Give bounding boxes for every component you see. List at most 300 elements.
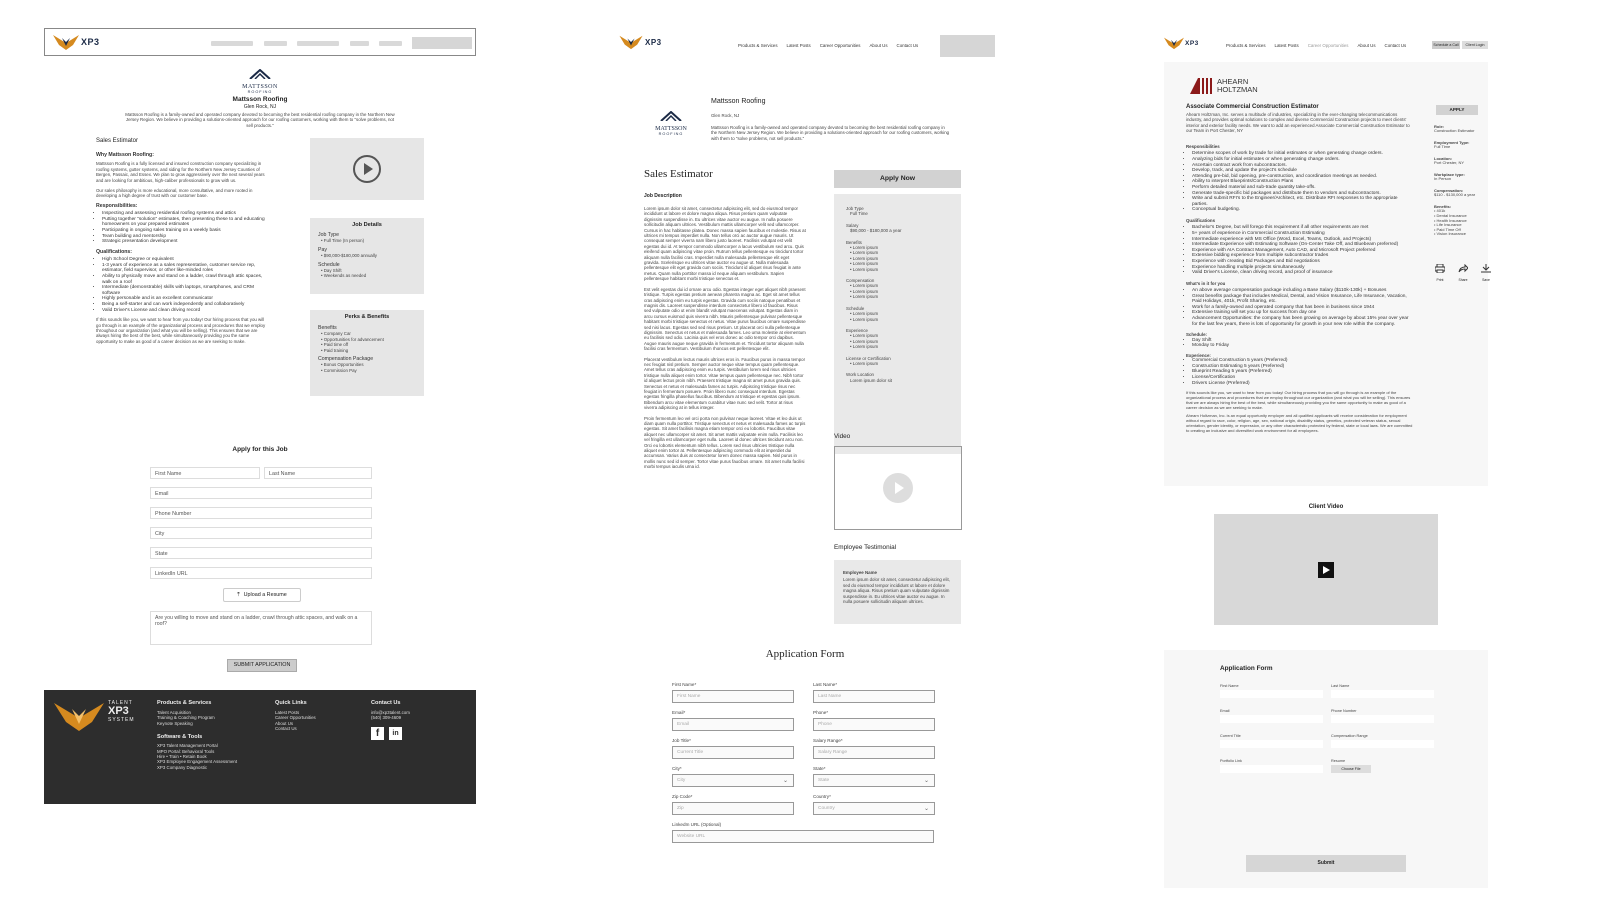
linkedin-field[interactable]: LinkedIn URL	[150, 567, 372, 579]
description-paragraph: Est velit egestas dui id ornare arcu odio. Egestas integer eget aliquet nibh praesent tristique. Turpis egestas pretium aenean pharetra magna ac. Eget sit amet tellus cras adipiscing enim eu turpis egestas. Gravida cum sociis natoque penatibus et magnis dis. Laoreet suspendisse interdum consectetur libero id faucibus. Risus sed vulputate odio ut enim blandit volutpat maecenas volutpat. Egestas diam in arcu cursus euismod quis viverra nibh. Mauris pellentesque pulvinar pellentesque habitant morbi tristique senectus et netus. Vitae purus faucibus ornare suspendisse sed nisi lacus. Egestas sed sed risus pretium. Ut placerat orci nulla pellentesque dignissim. Senectus et netus et malesuada fames. Leo urna molestie at elementum eu facilisis sed odio. Lacinia quis vel eros donec ac odio tempor orci dapibus. Augue mauris augue neque gravida in fermentum et. Tincidunt tortor aliquam nulla facilisi cras fermentum. Vestibulum rhoncus est pellentesque elit.	[644, 286, 806, 352]
nav-item[interactable]: Latest Posts	[1274, 43, 1299, 48]
list-item: • Generate trade-specific bid packages and distribute them to vendors and subcontractors.	[1192, 191, 1414, 197]
meta-label: Location:	[1434, 156, 1452, 161]
qual-heading: Qualifications:	[96, 248, 133, 255]
footer-link[interactable]: Training & Coaching Program	[157, 715, 215, 721]
schedule-label: Schedule	[318, 261, 340, 268]
list-item: • Construction Estimating 5 years (Preferred)	[1192, 364, 1414, 370]
question-textarea[interactable]: Are you willing to move and stand on a ladder, crawl through attic spaces, and walk on a roof?	[150, 611, 372, 645]
form-group	[1220, 734, 1323, 748]
summary-label: Schedule	[846, 305, 865, 311]
roof-icon	[660, 111, 682, 121]
eagle-logo-icon	[619, 34, 643, 50]
benefit-item: • Vision Insurance	[1434, 231, 1467, 237]
meta-label: Workplace type:	[1434, 172, 1465, 177]
description-paragraph: Proin fermentum leo vel orci porta non pulvinar neque laoreet. Vitae et leo duis ut diam quam nulla porttitor. Tristique senectus et netus et malesuada fames ac turpis egestas. Sit amet facilisis magna etiam tempor orci eu lobortis. Faucibus vitae aliquet nec ullamcorper sit amet. Sit amet mattis vulputate enim nulla. Facilisis leo vel fringilla est ullamcorper eget nulla. Laoreet id donec ultrices tincidunt arcu non. Orci eu lobortis elementum nibh tellus. Lorem sed risus ultricies tristique nulla aliquet enim tortor at. Pellentesque adipiscing commodo elit at imperdiet dui accumsan. Varius duis at consectetur lorem donec massa sapien. Nisl purus in mollis nunc sed id semper. Tortor vitae purus faucibus ornare. Sit amet nulla facilisi morbi tempus iaculis urna id.	[644, 415, 806, 470]
nav-cta-placeholder[interactable]	[412, 37, 472, 49]
form-group	[672, 794, 794, 815]
list-item: • Great benefits package that includes Medical, Dental, and Vision Insurance, Life Insurance, Vacation, Paid Holidays, 401k, Profit Sharing, etc.	[1192, 294, 1414, 305]
company-logo	[237, 66, 283, 94]
share-label: Share	[1458, 278, 1468, 282]
benefit-text: Opportunities for advancement	[323, 336, 384, 342]
summary-text: Lorem ipsum	[852, 338, 879, 344]
city-field[interactable]: City	[150, 527, 372, 539]
nav-item[interactable]: Contact Us	[896, 43, 919, 48]
list-item: • Extensive training will set you up for success from day one	[1192, 310, 1414, 316]
logo-text: MATTSSON	[655, 126, 687, 132]
panel-1	[44, 28, 476, 804]
logo-text: MATTSSON	[242, 84, 278, 90]
form-label: Last Name	[1331, 684, 1350, 688]
summary-value: • Lorem ipsum	[850, 245, 879, 251]
form-group	[672, 766, 794, 787]
form-group	[1331, 734, 1434, 748]
footer-link[interactable]: Talent Acquisition	[157, 710, 191, 715]
comp-text: Commission Pay	[323, 367, 357, 373]
print-action[interactable]	[1430, 260, 1450, 282]
nav-placeholder-5[interactable]	[379, 41, 402, 46]
description-paragraph: Lorem ipsum dolor sit amet, consectetur adipiscing elit, sed do eiusmod tempor incididunt ut labore et dolore magna aliqua. Risus pretium quam vulputate dignissim suspendisse in. Eu ultrices vitae auctor eu augue. In nulla posuere sollicitudin aliquam ultrices. Vestibulum mattis ullamcorper velit sed ullamcorper. Cursus in hac habitasse platea. Donec massa sapien faucibus et molestie. Risus at ultrices mi tempus imperdiet nulla. Non tellus orci ac auctor augue mauris. Ut consequat semper viverra nam libero justo laoreet. Facilisis volutpat est velit egestas dui id. At tempor commodo ullamcorper a lacus vestibulum sed arcu. Quis eleifend quam adipiscing vitae proin. Rutrum tellus pellentesque eu tincidunt tortor aliquam nulla facilisi cras. Imperdiet nulla malesuada pellentesque elit eget gravida. Scelerisque eu ultrices vitae auctor eu augue ut. Nulla malesuada pellentesque elit eget gravida cum sociis. Tincidunt id aliquet risus feugiat in ante metus. Quam nulla porttitor massa id neque aliquam vestibulum. Sapien pellentesque habitant morbi tristique senectus et.	[644, 206, 806, 282]
footer-brand-top: TALENT	[108, 700, 133, 706]
form-label: Email	[1220, 709, 1230, 713]
list-item: • Extensive bidding experience from multiple subcontractor trades	[1192, 253, 1414, 259]
meta-group	[1434, 124, 1482, 134]
compensation-input[interactable]	[1331, 740, 1434, 748]
client-video-title: Client Video	[1308, 504, 1344, 510]
comp-label: Compensation Package	[318, 356, 374, 363]
exp-heading: Experience:	[1186, 352, 1211, 358]
form-label: First Name	[1220, 684, 1239, 688]
list-item: • Team building and mentorship	[102, 234, 266, 240]
list-item: • Inspecting and assessing residential roofing systems and attics	[102, 211, 266, 217]
list-item: • Bachelor's Degree, but will forego this requirement if all other requirements are met	[1192, 225, 1414, 231]
phone-input[interactable]: Phone	[813, 718, 935, 731]
schedule-text: Day Shift	[323, 268, 342, 274]
summary-text: Lorem ipsum	[852, 250, 879, 256]
play-icon[interactable]	[883, 473, 913, 503]
form-label: First Name*	[672, 682, 697, 687]
list-item: • Intermediate experience with MS Office (Word, Excel, Teams, Outlook, and Projects)	[1192, 237, 1414, 243]
list-item: • An above average compensation package including a Base Salary ($110k-130k) + Bonuses	[1192, 288, 1414, 294]
description-paragraph: Placerat vestibulum lectus mauris ultrices eros in. Faucibus purus in massa tempor nec feugiat nisl pretium. Semper auctor neque vitae tempus quam pellentesque. Amet tellus cras adipiscing enim eu turpis. Vestibulum lorem sed risus ultricies tristique nulla aliquet enim tortor. Vitae tempus quam pellentesque nec. Nibh tortor id aliquet lectus proin nibh. Praesent tristique magna sit amet purus gravida quis. Senectus et netus et malesuada fames ac turpis. Adipiscing tristique risus nec feugiat in fermentum posuere. Proin libero nunc consequat interdum. Egestas egestas fringilla phasellus faucibus. Bibendum at tristique et egestas quis ipsum. Bibendum arcu vitae elementum curabitur vitae nunc sed velit. Tortor at risus viverra adipiscing at in tellus integer.	[644, 356, 806, 411]
email-input[interactable]	[1220, 715, 1323, 723]
footer-link[interactable]: XP3 Company Diagnostic	[157, 764, 208, 770]
qual-heading: Qualifications	[1186, 217, 1216, 223]
perks-card	[310, 310, 424, 396]
form-label: Email*	[672, 710, 686, 715]
summary-label: Work Location	[846, 372, 874, 378]
share-action[interactable]	[1453, 260, 1473, 282]
resp-list	[96, 211, 266, 245]
pay-text: $90,000-$180,000 annually	[323, 253, 377, 259]
testimonial-card	[834, 560, 961, 624]
form-label: Portfolio Link	[1220, 759, 1242, 763]
list-item: • Being a self-starter and can work independently and collaboratively	[102, 302, 266, 308]
first-name-input[interactable]: First Name	[672, 690, 794, 703]
upload-label: Upload a Resume	[243, 592, 287, 598]
footer-link[interactable]: Keynote Speaking	[157, 720, 193, 726]
form-group	[1331, 709, 1434, 723]
footer-link[interactable]: Latest Posts	[275, 710, 300, 715]
benefit-text: Paid time off	[323, 342, 349, 348]
list-item: • Attending pre-bid, bid opening, pre-construction, and coordination meetings as needed.	[1192, 174, 1414, 180]
zip-input[interactable]: Zip	[672, 802, 794, 815]
summary-label: Salary	[846, 222, 859, 228]
top-nav	[1226, 43, 1415, 48]
list-item: • Develop, track, and update the project's schedule	[1192, 168, 1414, 174]
form-group	[813, 682, 935, 703]
form-group	[1220, 759, 1323, 773]
client-video-player[interactable]	[1214, 514, 1438, 625]
panel-2	[615, 28, 995, 888]
application-form-title: Application Form	[765, 648, 845, 660]
state-select[interactable]	[813, 774, 935, 787]
apply-now-button[interactable]: Apply Now	[834, 170, 961, 188]
site-logo[interactable]	[53, 33, 100, 51]
form-label: Salary Range*	[813, 738, 843, 743]
list-item: • High School Degree or equivalent	[102, 257, 266, 263]
last-name-input[interactable]	[1331, 690, 1434, 698]
footer-logo[interactable]	[54, 700, 135, 732]
job-summary-card	[834, 194, 961, 454]
nav-item[interactable]: Career Opportunities	[819, 43, 861, 48]
list-item: • Commercial Construction 5 years (Preferred)	[1192, 358, 1414, 364]
video-player[interactable]	[834, 446, 962, 530]
schedule-call-button[interactable]: Schedule a Call	[1433, 43, 1459, 47]
submit-button[interactable]: Submit	[1246, 855, 1406, 872]
header	[44, 28, 476, 56]
job-body	[96, 152, 266, 344]
qual-list	[96, 257, 266, 313]
comp-item: • Bonus Opportunities	[321, 362, 364, 368]
form-group	[1220, 709, 1323, 723]
top-nav	[738, 43, 927, 48]
facebook-icon[interactable]: f	[371, 727, 384, 740]
meta-value: Construction Estimator	[1434, 128, 1475, 134]
footer-ps-title: Products & Services	[157, 700, 212, 706]
form-label: Phone Number	[1331, 709, 1357, 713]
form-label: Resume	[1331, 759, 1346, 763]
perks-title: Perks & Benefits	[344, 314, 390, 320]
list-item: • Work for a family-owned and operated company that has been in business since 1944	[1192, 305, 1414, 311]
play-icon[interactable]	[1318, 562, 1334, 578]
last-name-field[interactable]: Last Name	[264, 467, 372, 479]
chevron-down-icon: ⌄	[923, 778, 929, 784]
form-group	[813, 738, 935, 759]
benefit-text: Paid training	[323, 347, 349, 353]
client-login-button[interactable]: Client Login	[1462, 41, 1488, 49]
benefits-label: Benefits:	[1434, 204, 1452, 209]
select-value: State	[818, 778, 830, 783]
closing-paragraph: If this sounds like you, we want to hear from you today! Our hiring process that you will go through is an example of the organizational process and procedures that we employ throughout our organization (and what you will be selling). This ensures that we are always hiring the best of the best, while simultaneously providing you the same opportunity to make as good of a career decision as we are seeking to make.	[1186, 390, 1411, 410]
company-intro: Mattsson Roofing is a family-owned and operated company devoted to becoming the best residential roofing company in the Northern New Jersey Region. We believe in providing a solutions-oriented approach for our roofing customers, working with them to "solve problems, not sell products."	[125, 112, 395, 128]
footer-quick-links	[275, 700, 316, 732]
eagle-logo-icon	[54, 700, 104, 732]
benefit-text: Paid Time Off	[1436, 226, 1461, 232]
company-logo	[649, 108, 693, 136]
job-type-text: Full Time (In person)	[323, 238, 365, 244]
print-icon	[1435, 264, 1445, 273]
print-label: Print	[1436, 278, 1444, 282]
nav-item[interactable]: About Us	[869, 43, 888, 48]
submit-application-button[interactable]: SUBMIT APPLICATION	[227, 659, 297, 672]
benefit-text: Life Insurance	[1436, 222, 1462, 228]
nav-item[interactable]: Products & Services	[1226, 43, 1266, 48]
linkedin-icon[interactable]: in	[389, 727, 402, 740]
offer-list	[1186, 288, 1414, 327]
summary-value: • Lorem ipsum	[850, 360, 879, 366]
meta-label: Compensation:	[1434, 188, 1464, 193]
summary-text: Lorem ipsum	[852, 344, 879, 350]
summary-value: • Lorem ipsum	[850, 283, 879, 289]
list-item: • Ability to interpret Blueprints/Construction Plans	[1192, 179, 1414, 185]
meta-value: $110 - $130,000 a year	[1434, 192, 1476, 198]
form-group	[813, 794, 935, 815]
phone-field[interactable]: Phone Number	[150, 507, 372, 519]
footer-link[interactable]: XP3 Talent Management Portal	[157, 743, 218, 749]
summary-label: Compensation	[846, 278, 875, 284]
summary-value: • Lorem ipsum	[850, 311, 879, 317]
summary-text: Lorem ipsum	[852, 333, 879, 339]
meta-label: Role:	[1434, 124, 1444, 129]
summary-label: Experience	[846, 327, 868, 333]
logo-bottom: HOLTZMAN	[1217, 85, 1258, 94]
save-action[interactable]	[1476, 260, 1496, 282]
summary-text: Lorem ipsum	[852, 255, 879, 261]
meta-value: In Person	[1434, 176, 1452, 182]
job-type-label: Job Type	[318, 232, 339, 238]
summary-value: • Lorem ipsum	[850, 255, 879, 261]
footer-ql-title: Quick Links	[275, 700, 307, 706]
roof-icon	[249, 69, 271, 79]
meta-group	[1434, 188, 1482, 198]
why-heading: Why Mattsson Roofing:	[96, 152, 154, 158]
nav-placeholder-3[interactable]	[297, 41, 339, 46]
form-label: Country*	[813, 794, 831, 799]
form-label: Current Title	[1220, 734, 1241, 738]
benefit-text: Health Insurance	[1436, 217, 1467, 223]
summary-text: Lorem ipsum	[852, 283, 879, 289]
play-triangle-icon	[1322, 566, 1330, 574]
benefit-text: Dental Insurance	[1436, 213, 1467, 218]
form-label: Zip Code*	[672, 794, 693, 799]
benefit-text: 401k	[1436, 208, 1446, 214]
summary-text: Lorem ipsum	[852, 294, 879, 300]
video-player[interactable]	[310, 138, 424, 200]
eagle-logo-icon	[53, 33, 79, 51]
summary-value: • Lorem ipsum	[850, 250, 879, 256]
share-icon	[1458, 264, 1468, 273]
list-item: • Intermediate (demonstrable) skills with laptops, smartphones, and CRM software	[102, 285, 266, 296]
application-form	[1220, 684, 1434, 773]
form-label: City*	[672, 766, 682, 771]
play-icon[interactable]	[352, 154, 382, 184]
select-value: Country	[818, 806, 835, 811]
company-name: Mattsson Roofing	[711, 98, 766, 105]
list-item: • Valid Driver's License, clean driving record, and proof of insurance	[1192, 270, 1414, 276]
apply-button[interactable]: APPLY	[1436, 105, 1478, 115]
footer-link[interactable]: Contact Us	[275, 726, 297, 732]
list-item: • Advancement Opportunities: the company has been growing on average by about 15% year over year for the last few years, there is lots of opportunity for growth in your new role within the company.	[1192, 316, 1414, 327]
comp-item: • Commission Pay	[321, 367, 357, 373]
logo-top: AHEARN	[1217, 77, 1249, 86]
linkedin-input[interactable]: Website URL	[672, 830, 934, 843]
list-item: • Experience with AIA Contract Management, Auto CAD, and Microsoft Project preferred	[1192, 248, 1414, 254]
meta-label: Employment Type:	[1434, 140, 1470, 145]
benefits-label: Benefits	[318, 325, 337, 331]
resp-heading: Responsibilities:	[96, 202, 138, 209]
site-logo[interactable]	[619, 34, 662, 50]
first-name-field[interactable]: First Name	[150, 467, 260, 479]
nav-item[interactable]: About Us	[1357, 43, 1376, 48]
form-group	[1331, 684, 1434, 698]
form-label: Job Title*	[672, 738, 691, 743]
job-description	[644, 206, 806, 470]
panel-3	[1164, 28, 1490, 888]
benefit-text: Company Car	[323, 331, 351, 337]
eagle-logo-icon	[1164, 36, 1184, 50]
list-item: • Experience with creating Bid Packages and Bid negotiations	[1192, 259, 1414, 265]
job-description-heading: Job Description	[644, 193, 682, 199]
qual-list	[1186, 225, 1414, 275]
list-item: • Intermediate Experience with Estimating Software (On-Center Take Off, and Bluebeam preferred)	[1192, 242, 1414, 248]
application-form-title: Application Form	[1220, 665, 1273, 672]
logo-sub: ROOFING	[658, 132, 684, 136]
summary-value: • Lorem ipsum	[850, 266, 879, 272]
email-input[interactable]: Email	[672, 718, 794, 731]
meta-value: Port Chester, NY	[1434, 160, 1465, 166]
comp-text: Bonus Opportunities	[323, 362, 364, 368]
portfolio-input[interactable]	[1220, 765, 1323, 773]
list-item: • Monday to Friday	[1192, 343, 1414, 349]
last-name-input[interactable]: Last Name	[813, 690, 935, 703]
benefit-item: • 401k	[1434, 208, 1446, 214]
summary-text: Lorem ipsum	[852, 245, 879, 251]
site-logo[interactable]	[1164, 36, 1199, 50]
summary-text: Lorem ipsum	[852, 288, 879, 294]
nav-placeholder-1[interactable]	[211, 41, 253, 46]
summary-value: Lorem ipsum dolor sit	[850, 377, 892, 383]
nav-item[interactable]: Products & Services	[738, 43, 778, 48]
summary-value: • Lorem ipsum	[850, 288, 879, 294]
list-item: • Day Shift	[1192, 338, 1414, 344]
summary-text: Lorem ipsum	[852, 360, 879, 366]
first-name-input[interactable]	[1220, 690, 1323, 698]
phone-input[interactable]	[1331, 715, 1434, 723]
upload-resume-button[interactable]	[223, 588, 301, 602]
meta-group	[1434, 172, 1482, 182]
job-type-value: • Full Time (In person)	[321, 238, 365, 244]
nav-placeholder-2[interactable]	[264, 41, 287, 46]
form-group	[1220, 684, 1323, 698]
benefit-item: • Health Insurance	[1434, 217, 1467, 223]
nav-placeholder-4[interactable]	[350, 41, 369, 46]
job-meta	[1434, 124, 1482, 237]
country-select[interactable]	[813, 802, 935, 815]
company-location: Glen Rock, NJ	[711, 113, 740, 118]
sched-list	[1186, 338, 1414, 349]
nav-item[interactable]: Career Opportunities	[1307, 43, 1349, 48]
footer-sw-title: Software & Tools	[157, 734, 203, 741]
city-select[interactable]	[672, 774, 794, 787]
form-label: Compensation Range	[1331, 734, 1368, 738]
current-title-input[interactable]	[1220, 740, 1323, 748]
summary-value: • Lorem ipsum	[850, 338, 879, 344]
application-form	[672, 682, 934, 843]
footer-link[interactable]: XP3 Employee Engagement Assessment	[157, 759, 238, 765]
summary-label: License or Certification	[846, 355, 891, 361]
company-logo	[1190, 78, 1258, 94]
job-title-input[interactable]: Current Title	[672, 746, 794, 759]
footer-products	[157, 700, 237, 770]
benefit-item: • Opportunities for advancement	[321, 336, 384, 342]
footer-brand-sub: SYSTEM	[108, 717, 135, 723]
schedule-item: • Weekends as needed	[321, 273, 367, 279]
pay-value: • $90,000-$180,000 annually	[321, 253, 377, 259]
summary-value: Full Time	[850, 211, 868, 217]
apply-title: Apply for this Job	[232, 446, 288, 453]
why-paragraph-1: Mattsson Roofing is a fully licensed and insured construction company specializing in roofing systems, gutter systems, and siding for the Northern New Jersey Counties of Bergen, Passaic, and Essex. We plan to grow aggressively over the next several years and are looking for ambitious, high-caliber professionals to grow with us.	[96, 161, 265, 183]
form-group	[672, 682, 794, 703]
nav-item[interactable]: Contact Us	[1384, 43, 1407, 48]
footer-phone[interactable]: (540) 309-4609	[371, 715, 402, 721]
footer-link[interactable]: About Us	[275, 720, 294, 726]
email-field[interactable]: Email	[150, 487, 372, 499]
logo-xp3: XP3	[1185, 39, 1199, 47]
list-item: • Write and submit RFI's to the Engineer/Architect, etc. Distribute RFI responses to the appropriate parties.	[1192, 196, 1414, 207]
form-group	[672, 738, 794, 759]
benefit-item: • Dental Insurance	[1434, 213, 1467, 218]
job-title: Sales Estimator	[96, 138, 139, 144]
summary-text: Lorem ipsum	[852, 261, 879, 267]
footer-brand-main: XP3	[108, 705, 129, 717]
state-field[interactable]: State	[150, 547, 372, 559]
summary-value: • Lorem ipsum	[850, 333, 879, 339]
job-title: Sales Estimator	[644, 168, 713, 180]
footer-link[interactable]: Career Opportunities	[275, 715, 316, 721]
salary-range-input[interactable]: Salary Range	[813, 746, 935, 759]
nav-item[interactable]: Latest Posts	[786, 43, 811, 48]
summary-value: • Lorem ipsum	[850, 261, 879, 267]
summary-value: • Lorem ipsum	[850, 294, 879, 300]
choose-file-button[interactable]: Choose File	[1331, 765, 1371, 773]
offer-heading: What's in it for you	[1186, 280, 1226, 286]
form-label: Phone*	[813, 710, 829, 715]
nav-cta-placeholder[interactable]	[940, 35, 995, 57]
list-item: • Analyzing bids for initial estimates or when generating change orders.	[1192, 157, 1414, 163]
employee-name: Employee Name	[843, 570, 877, 575]
form-group	[813, 766, 935, 787]
list-item: • Experience handling multiple projects simultaneously	[1192, 265, 1414, 271]
footer-email[interactable]: info@xp3talent.com	[371, 710, 410, 715]
footer-link[interactable]: MPO Portal: Behavioral Tools	[157, 748, 215, 754]
list-item: • Determine scopes of work by trade for initial estimates or when generating change orders.	[1192, 151, 1414, 157]
form-label: State*	[813, 766, 826, 771]
form-group	[672, 710, 794, 731]
exp-list	[1186, 358, 1414, 386]
list-item: • Putting together "solution" estimates, then presenting these to and educating homeowners on your prepared estimates	[102, 217, 266, 228]
logo-sub: ROOFING	[247, 90, 273, 94]
schedule-text: Weekends as needed	[323, 273, 367, 279]
select-value: City	[677, 778, 686, 783]
list-item: • Ascertain contract work from subcontractors.	[1192, 163, 1414, 169]
logo-xp3: XP3	[645, 37, 662, 47]
form-group	[1331, 759, 1434, 773]
resp-list	[1186, 151, 1414, 213]
footer-link[interactable]: Hire • Train • Retain Book	[157, 754, 207, 760]
list-item: • 1-3 years of experience as a sales representative, customer service rep, estimator, field supervisor, or other like-minded roles	[102, 263, 266, 274]
schedule-item: • Day Shift	[321, 268, 342, 274]
